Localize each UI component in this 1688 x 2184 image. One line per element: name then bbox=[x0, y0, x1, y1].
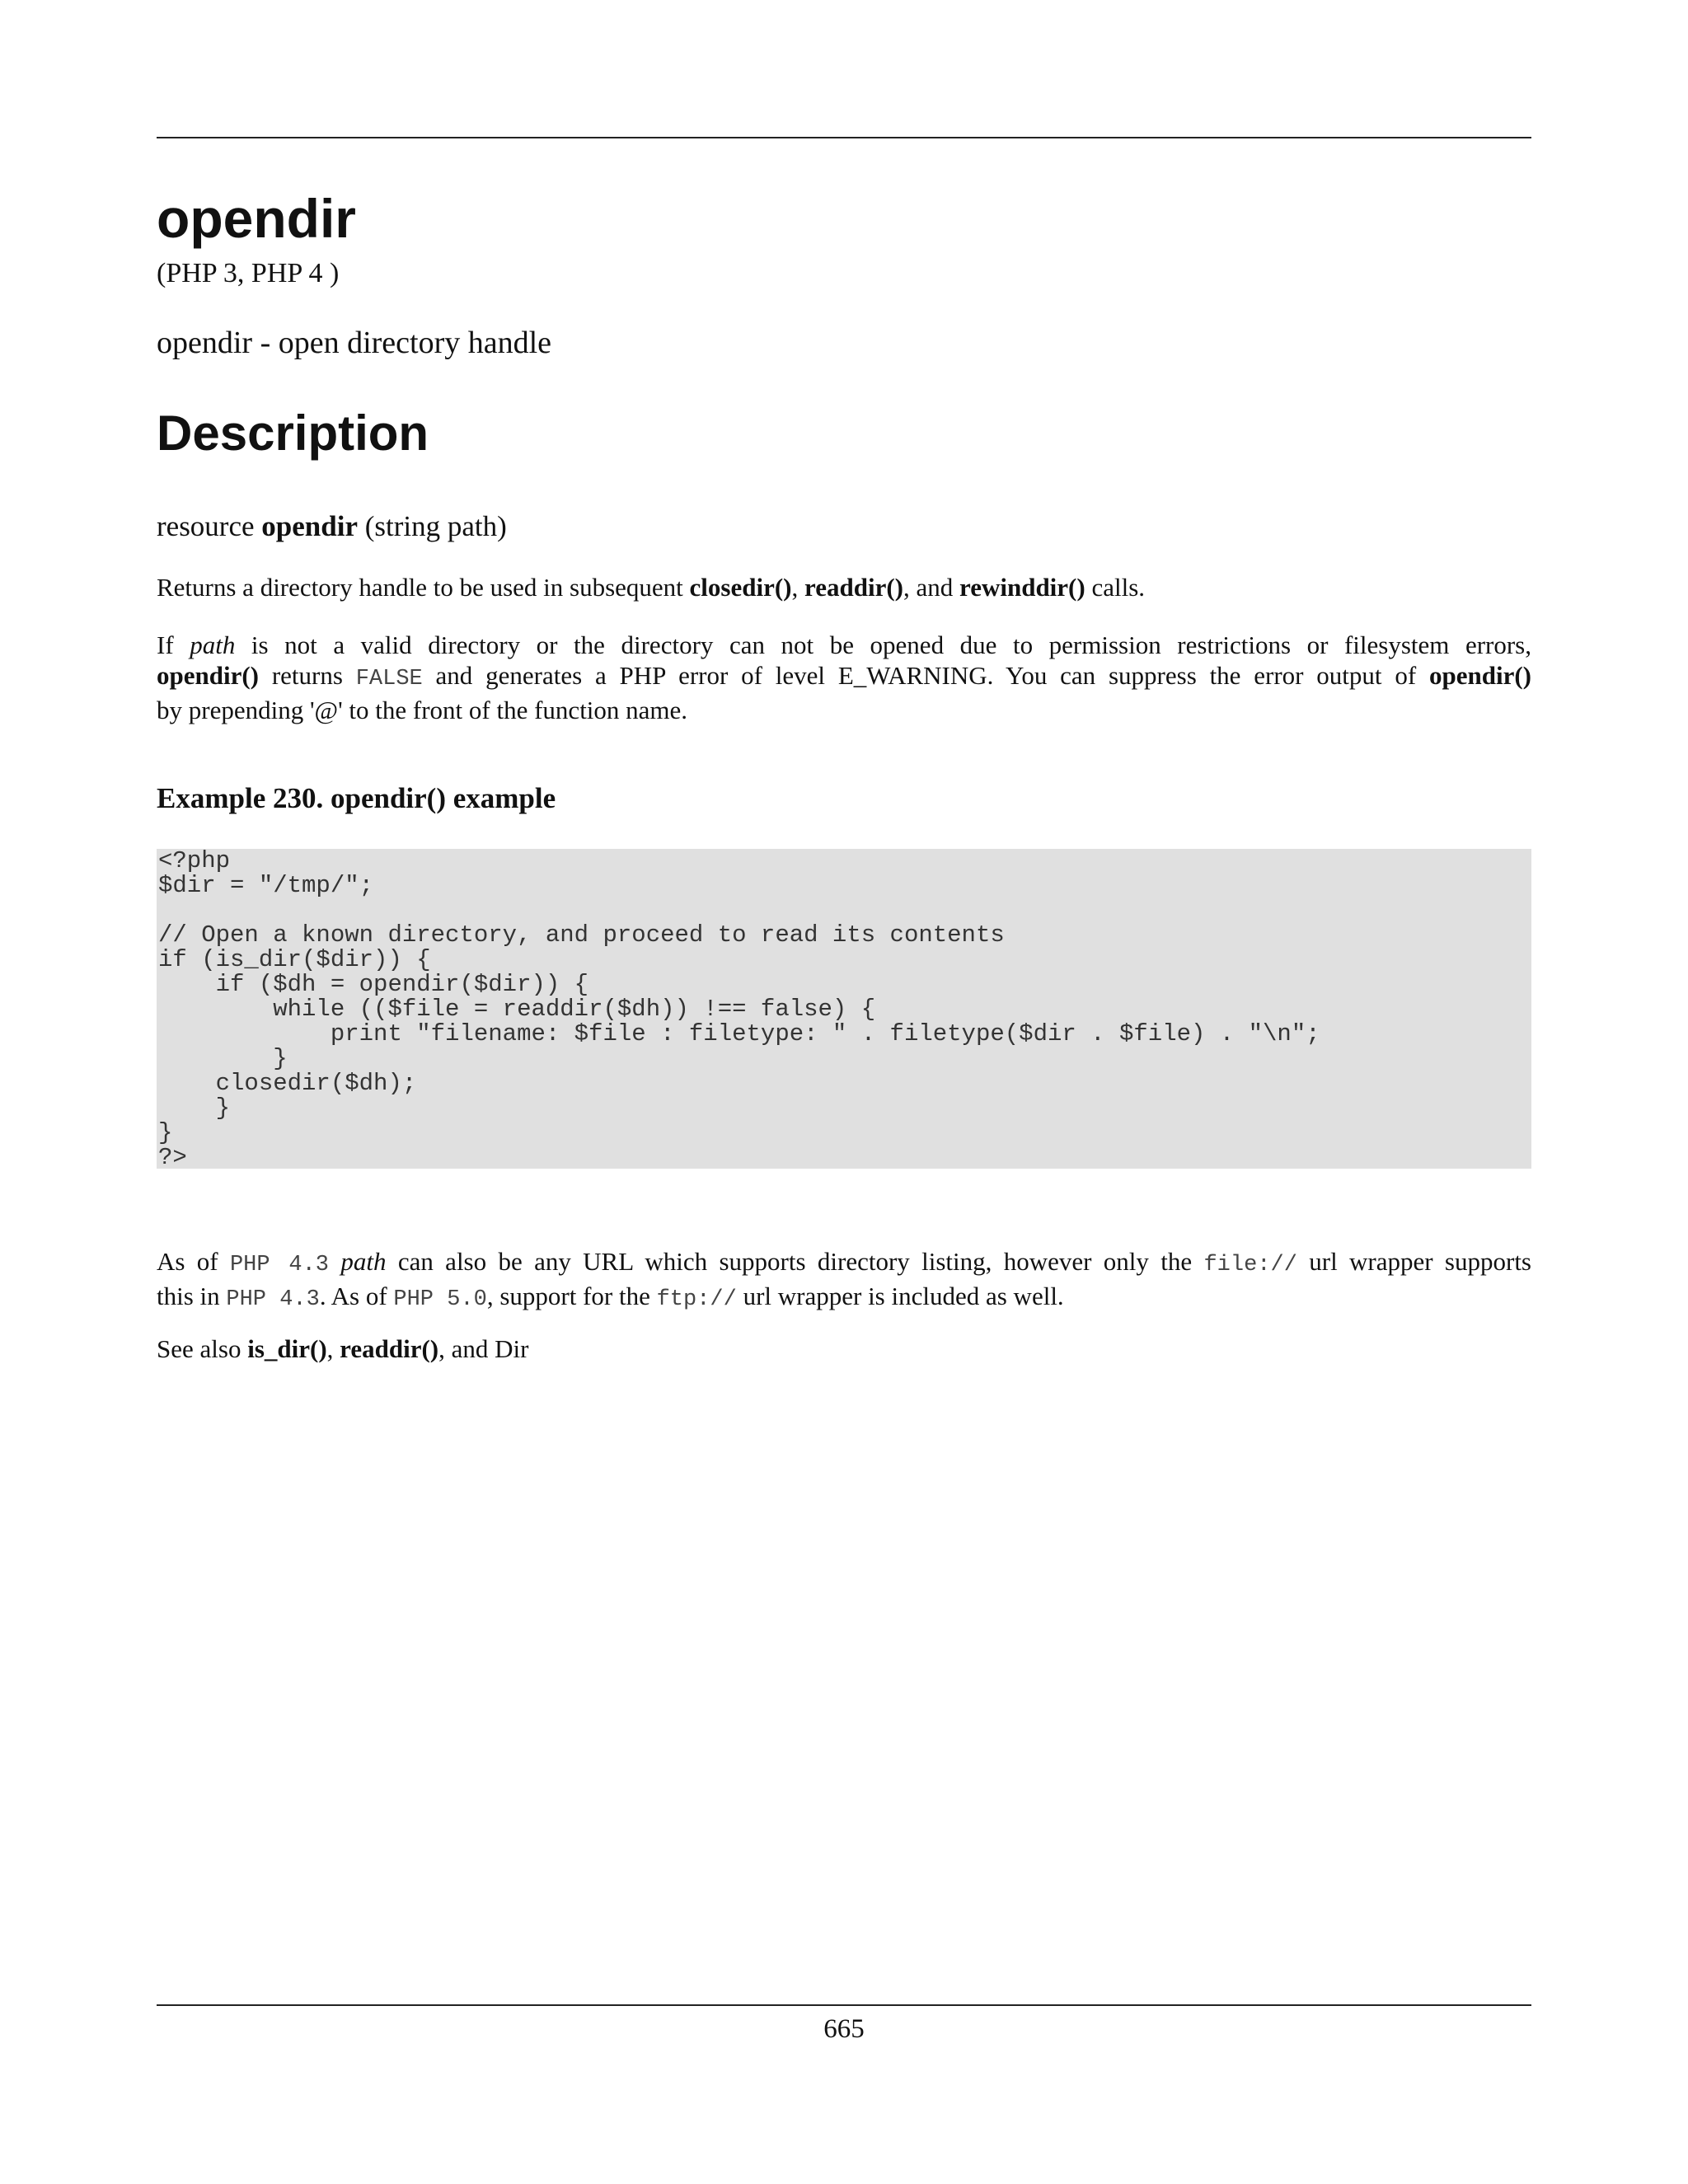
url-line-1: As of PHP 4.3 path can also be any URL which supports directory listing, however only the file:// url wrapper supports bbox=[157, 1247, 1531, 1277]
constant-false: FALSE bbox=[355, 667, 423, 691]
link-opendir-2[interactable]: opendir() bbox=[1428, 661, 1531, 690]
errors-line-2: opendir() returns FALSE and generates a PHP error of level E_WARNING. You can suppress the error output of opendir() bbox=[157, 661, 1531, 691]
link-dir[interactable]: Dir bbox=[495, 1334, 529, 1363]
return-type: resource bbox=[157, 510, 255, 542]
errors-line-3: by prepending '@' to the front of the function name. bbox=[157, 696, 688, 724]
errors-line-1: If path is not a valid directory or the directory can not be opened due to permission restrictions or filesystem errors, bbox=[157, 630, 1531, 659]
function-synopsis bbox=[157, 509, 507, 544]
code-example: <?php $dir = "/tmp/"; // Open a known directory, and proceed to read its contents if (is_dir($dir)) { if ($dh = opendir($dir)) { while (($file = readdir($dh)) !== false) { print "filename: $file : filetype: " . filetype($dir . $file) . "\n"; } closedir($dh); } } ?> bbox=[157, 849, 1531, 1169]
description-paragraph-errors bbox=[157, 630, 1531, 725]
version-php-4-3: PHP 4.3 bbox=[229, 1253, 329, 1277]
function-name: opendir bbox=[261, 510, 358, 542]
param-path: path bbox=[190, 630, 236, 659]
footer-rule bbox=[157, 2004, 1531, 2006]
example-title: Example 230. opendir() example bbox=[157, 782, 556, 814]
version-php-4-3-b: PHP 4.3 bbox=[226, 1287, 320, 1312]
description-heading: Description bbox=[157, 405, 429, 461]
see-also: See also is_dir(), readdir(), and Dir bbox=[157, 1334, 529, 1363]
wrapper-file: file:// bbox=[1203, 1253, 1297, 1277]
link-readdir-2[interactable]: readdir() bbox=[340, 1334, 439, 1363]
url-support-paragraph bbox=[157, 1246, 1531, 1315]
url-line-2: this in PHP 4.3. As of PHP 5.0, support for the ftp:// url wrapper is included as well. bbox=[157, 1282, 1064, 1312]
page-number: 665 bbox=[823, 2014, 865, 2044]
description-paragraph-returns: Returns a directory handle to be used in subsequent closedir(), readdir(), and rewinddir() calls. bbox=[157, 573, 1146, 602]
link-rewinddir[interactable]: rewinddir() bbox=[959, 573, 1085, 602]
header-rule bbox=[157, 137, 1531, 138]
link-readdir[interactable]: readdir() bbox=[804, 573, 903, 602]
wrapper-ftp: ftp:// bbox=[656, 1287, 737, 1312]
link-closedir[interactable]: closedir() bbox=[689, 573, 792, 602]
param-path-2: path bbox=[340, 1247, 387, 1276]
document-page bbox=[157, 0, 1531, 2184]
function-params: (string path) bbox=[364, 510, 507, 542]
ref-purpose: opendir - open directory handle bbox=[157, 326, 552, 360]
page-title: opendir bbox=[157, 188, 356, 249]
link-is-dir[interactable]: is_dir() bbox=[247, 1334, 327, 1363]
php-versions: (PHP 3, PHP 4 ) bbox=[157, 258, 340, 288]
version-php-5-0: PHP 5.0 bbox=[393, 1287, 487, 1312]
link-opendir[interactable]: opendir() bbox=[157, 661, 259, 690]
